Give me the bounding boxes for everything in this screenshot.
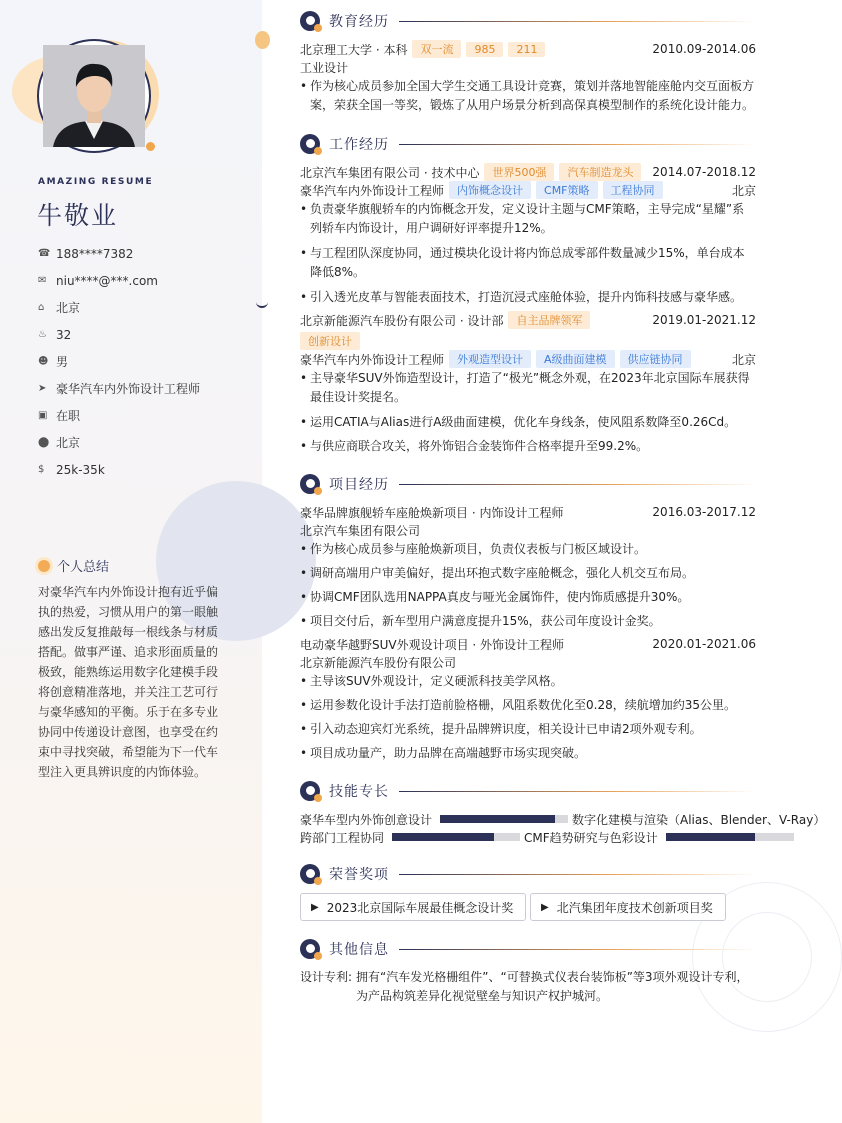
section-icon [300, 11, 320, 31]
gender-icon: ☻ [38, 356, 49, 367]
project-bullet: • 项目成功量产，助力品牌在高端越野市场实现突破。 [300, 744, 756, 763]
job-bullet: • 引入透光皮革与智能表面技术，打造沉浸式座舱体验，提升内饰科技感与豪华感。 [300, 288, 756, 307]
major: 工业设计 [300, 60, 349, 75]
section-icon [300, 134, 320, 154]
skill-tag: A级曲面建模 [536, 350, 615, 368]
section-icon [300, 781, 320, 801]
job-role: 豪华汽车内外饰设计工程师 [300, 183, 445, 198]
info-row [38, 429, 200, 456]
skill-bar [392, 833, 520, 841]
briefcase-icon: ▣ [38, 410, 48, 421]
project-name: 电动豪华越野SUV外观设计项目 · 外饰设计工程师 [300, 637, 565, 652]
decorative-arc [256, 296, 268, 308]
other-text: 拥有“汽车发光格栅组件”、“可替换式仪表台装饰板”等3项外观设计专利，为产品构筑差异化视觉壁垒与知识产权护城河。 [356, 970, 749, 1003]
section-icon [300, 864, 320, 884]
candidate-name: 牛敬业 [37, 201, 119, 230]
skill-tag: 内饰概念设计 [449, 181, 531, 199]
section-divider [399, 21, 756, 22]
skill-tag: 外观造型设计 [449, 350, 531, 368]
project-dates: 2016.03-2017.12 [652, 505, 756, 519]
project-header [300, 503, 756, 521]
project-dates: 2020.01-2021.06 [652, 637, 756, 651]
project-bullet: • 作为核心成员参与座舱焕新项目，负责仪表板与门板区域设计。 [300, 540, 756, 559]
project-bullet: • 协调CMF团队选用NAPPA真皮与哑光金属饰件，使内饰质感提升30%。 [300, 588, 756, 607]
project-bullet: • 引入动态迎宾灯光系统，提升品牌辨识度，相关设计已申请2项外观专利。 [300, 720, 756, 739]
section-title: 教育经历 [329, 14, 389, 30]
sidebar [0, 0, 262, 1123]
info-text: 32 [56, 327, 72, 342]
info-text: 在职 [56, 409, 81, 423]
summary-text: 对豪华汽车内外饰设计抱有近乎偏执的热爱，习惯从用户的第一眼触感出发反复推敲每一根线条与材质搭配。做事严谨、追求形面质量的极致，能熟练运用数字化建模手段将创意精准落地，并关注工艺可行与豪华感知的平衡。乐于在多专业协同中传递设计意图，也享受在约束中寻找突破，希望能为下一代车型注入更具辨识度的内饰体验。 [38, 585, 219, 779]
job-header [300, 163, 756, 181]
info-row [38, 348, 200, 375]
job-city: 北京 [731, 183, 756, 198]
home-icon: ⌂ [38, 302, 45, 313]
company-tag: 创新设计 [300, 332, 360, 350]
job-bullet: • 与供应商联合攻关，将外饰铝合金装饰件合格率提升至99.2%。 [300, 437, 756, 456]
info-row [38, 267, 200, 294]
job-tag-row [295, 332, 751, 350]
skill-tag: 供应链协同 [620, 350, 691, 368]
section-divider [399, 791, 756, 792]
decorative-dot [146, 142, 155, 151]
cake-icon: ♨ [38, 329, 47, 340]
section-title: 其他信息 [329, 942, 389, 958]
mail-icon: ✉ [38, 275, 47, 286]
company-tag: 世界500强 [484, 163, 554, 181]
bullet-dot-icon [38, 560, 50, 572]
avatar [43, 45, 145, 147]
skill-item [300, 810, 568, 828]
phone-icon: ☎ [38, 248, 51, 259]
skill-bar [666, 833, 794, 841]
company-name: 北京汽车集团有限公司 · 技术中心 [300, 165, 480, 180]
contact-info [38, 240, 200, 483]
info-text: 188****7382 [56, 246, 134, 261]
skill-name: 数字化建模与渲染（Alias、Blender、V-Ray） [572, 812, 826, 827]
info-row [38, 402, 200, 429]
skill-bar-fill [666, 833, 756, 841]
info-text: 北京 [56, 436, 81, 450]
section-divider [399, 144, 756, 145]
section-title: 项目经历 [329, 477, 389, 493]
project-bullet: • 调研高端用户审美偏好，提出环抱式数字座舱概念，强化人机交互布局。 [300, 564, 756, 583]
project-bullet: • 主导该SUV外观设计，定义硬派科技美学风格。 [300, 672, 756, 691]
section-honors-header [300, 863, 756, 885]
send-icon: ➤ [38, 383, 47, 394]
info-text: 25k-35k [56, 462, 105, 477]
job-role: 豪华汽车内外饰设计工程师 [300, 352, 445, 367]
section-divider [399, 874, 756, 875]
job-bullet: • 运用CATIA与Alias进行A级曲面建模，优化车身线条，使风阻系数降至0.26Cd。 [300, 413, 756, 432]
company-tag: 汽车制造龙头 [559, 163, 641, 181]
major-row [300, 58, 756, 76]
award-item [300, 893, 526, 921]
school-name: 北京理工大学 · 本科 [300, 42, 408, 57]
info-row [38, 456, 200, 483]
section-skills-header [300, 780, 756, 802]
job-header [300, 311, 756, 329]
skill-bar-fill [392, 833, 494, 841]
skill-item [524, 828, 794, 846]
section-education-header [300, 10, 756, 32]
section-divider [399, 484, 756, 485]
other-info [300, 968, 756, 1006]
play-icon: ▶ [311, 901, 319, 913]
project-org: 北京新能源汽车股份有限公司 [300, 655, 457, 670]
info-row [38, 240, 200, 267]
project-bullet: • 项目交付后，新车型用户满意度提升15%，获公司年度设计金奖。 [300, 612, 756, 631]
job-dates: 2014.07-2018.12 [652, 165, 756, 179]
other-label: 设计专利: [300, 970, 353, 984]
company-tag: 自主品牌领军 [508, 311, 590, 329]
section-title: 技能专长 [329, 784, 389, 800]
job-bullet: • 负责豪华旗舰轿车的内饰概念开发，定义设计主题与CMF策略，主导完成“星耀”系列轿车内饰设计，用户调研好评率提升12%。 [300, 200, 756, 238]
project-org: 北京汽车集团有限公司 [300, 523, 421, 538]
section-title: 荣誉奖项 [329, 867, 389, 883]
skill-bar-fill [440, 815, 555, 823]
avatar-photo [43, 45, 145, 147]
section-work-header [300, 133, 756, 155]
skill-name: 跨部门工程协同 [300, 830, 385, 845]
project-name: 豪华品牌旗舰轿车座舱焕新项目 · 内饰设计工程师 [300, 505, 564, 520]
skill-item [300, 828, 520, 846]
info-text: niu****@***.com [56, 273, 158, 288]
award-item [530, 893, 726, 921]
job-role-row [300, 181, 756, 199]
info-text: 男 [56, 355, 69, 369]
company-name: 北京新能源汽车股份有限公司 · 设计部 [300, 313, 504, 328]
section-divider [399, 949, 756, 950]
section-icon [300, 939, 320, 959]
info-text: 豪华汽车内外饰设计工程师 [56, 382, 201, 396]
info-row [38, 294, 200, 321]
school-tag: 双一流 [412, 40, 461, 58]
decorative-dot [255, 31, 270, 49]
location-icon: ⬤ [38, 437, 50, 448]
job-bullet: • 主导豪华SUV外饰造型设计，打造了“极光”概念外观，在2023年北京国际车展获得最佳设计奖提名。 [300, 369, 756, 407]
school-tag: 211 [508, 42, 545, 57]
skill-bar [440, 815, 568, 823]
play-icon: ▶ [541, 901, 549, 913]
project-header [300, 635, 756, 653]
info-text: 北京 [56, 301, 81, 315]
education-dates: 2010.09-2014.06 [652, 42, 756, 56]
education-bullet: • 作为核心成员参加全国大学生交通工具设计竞赛，策划并落地智能座舱内交互面板方案，荣获全国一等奖，锻炼了从用户场景分析到高保真模型制作的系统化设计能力。 [300, 77, 756, 115]
job-city: 北京 [731, 352, 756, 367]
project-org-row [300, 521, 756, 539]
summary-title: 个人总结 [57, 560, 110, 575]
award-name: 北汽集团年度技术创新项目奖 [556, 900, 713, 915]
job-bullet: • 与工程团队深度协同，通过模块化设计将内饰总成零部件数量减少15%，单台成本降低8%。 [300, 244, 756, 282]
section-projects-header [300, 473, 756, 495]
job-dates: 2019.01-2021.12 [652, 313, 756, 327]
job-role-row [300, 350, 756, 368]
skill-tag: 工程协同 [603, 181, 663, 199]
info-row [38, 375, 200, 402]
skill-item [572, 810, 826, 828]
salary-icon: $ [38, 464, 45, 475]
section-other-header [300, 938, 756, 960]
school-tag: 985 [466, 42, 503, 57]
skill-name: CMF趋势研究与色彩设计 [524, 830, 658, 845]
info-row [38, 321, 200, 348]
section-icon [300, 474, 320, 494]
skill-tag: CMF策略 [536, 181, 598, 199]
award-name: 2023北京国际车展最佳概念设计奖 [326, 900, 514, 915]
project-bullet: • 运用参数化设计手法打造前脸格栅，风阻系数优化至0.28，续航增加约35公里。 [300, 696, 756, 715]
section-title: 工作经历 [329, 137, 389, 153]
skill-name: 豪华车型内外饰创意设计 [300, 812, 433, 827]
education-row [300, 40, 756, 58]
project-org-row [300, 653, 756, 671]
resume-tagline: AMAZING RESUME [38, 177, 154, 187]
summary-heading [38, 556, 109, 575]
